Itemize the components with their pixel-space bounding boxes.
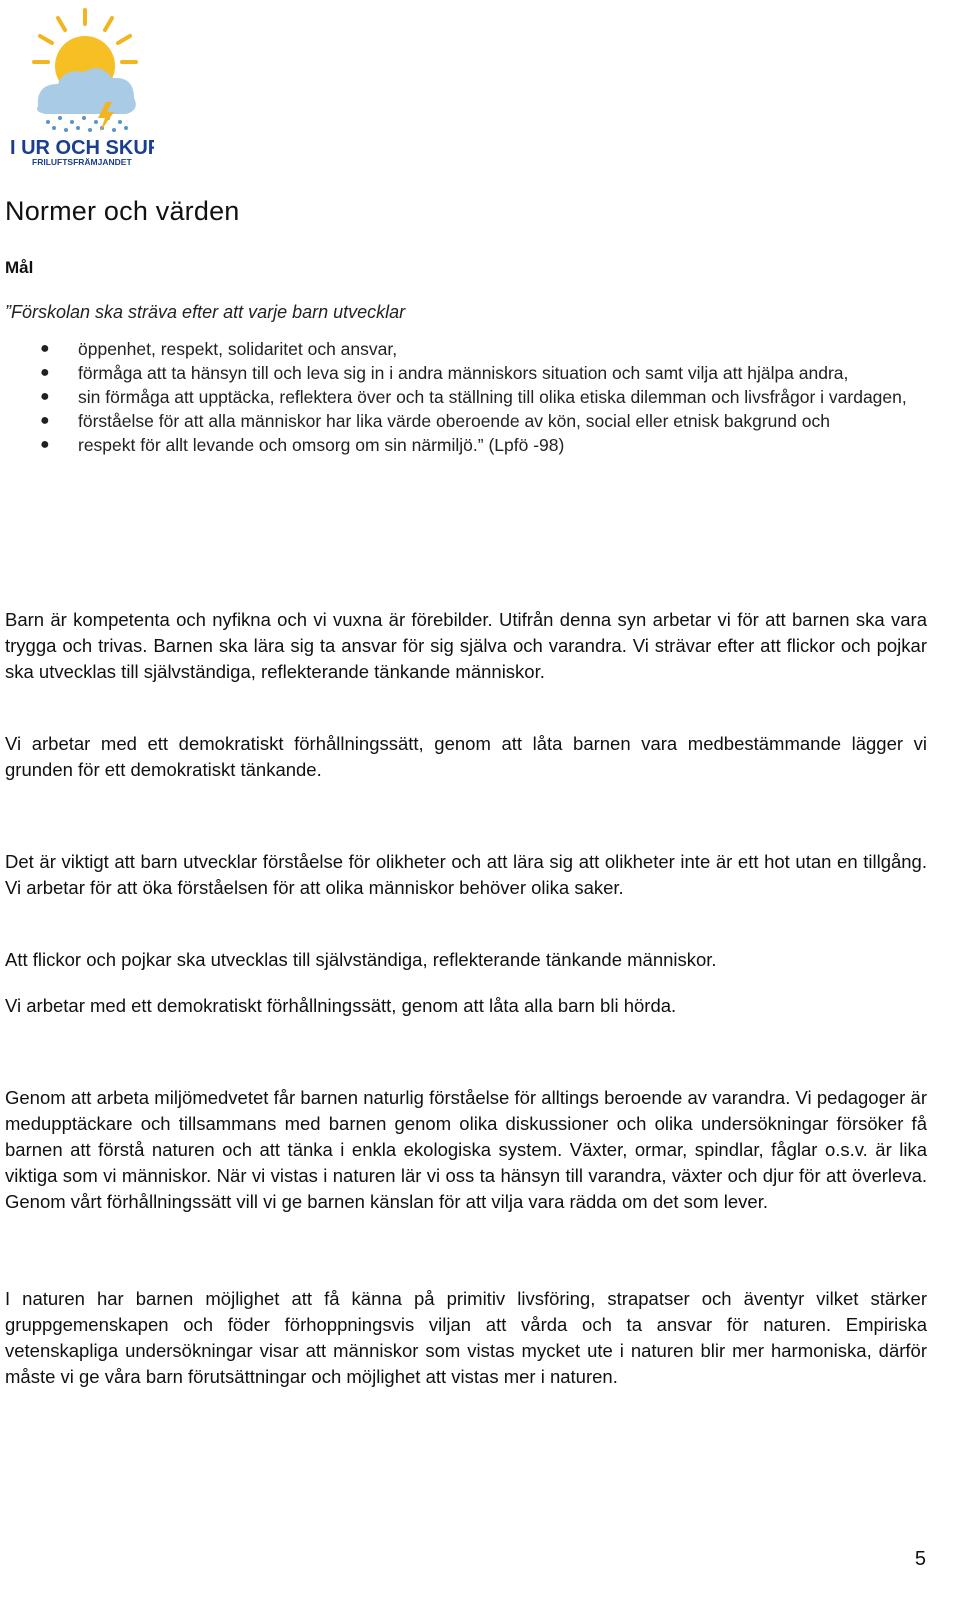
logo — [8, 6, 154, 168]
bullet-icon: ● — [40, 412, 50, 429]
page-number: 5 — [914, 1548, 926, 1570]
bullet-icon: ● — [40, 340, 50, 357]
paragraph: Det är viktigt att barn utvecklar förståelse för olikheter och att lära sig att olikheter inte är ett hot utan en tillgång. Vi arbetar för att öka förståelsen för att olika människor behöver olika saker. — [5, 851, 927, 898]
paragraph: Vi arbetar med ett demokratiskt förhållningssätt, genom att låta alla barn bli hörda. — [5, 995, 677, 1016]
sun-cloud-rain-icon — [8, 6, 154, 168]
paragraph: I naturen har barnen möjlighet att få känna på primitiv livsföring, strapatser och äventyr vilket stärker gruppgemenskapen och föder förhoppningsvis viljan att vårda och ta ansvar för naturen. Empiriska vetenskapliga undersökningar visar att människor som vistas mycket ute i naturen blir mer harmoniska, därför måste vi ge våra barn förutsättningar och möjlighet att vistas mer i naturen. — [5, 1288, 927, 1387]
section-subtitle: Mål — [5, 258, 34, 277]
svg-text:I UR OCH SKUR: I UR OCH SKUR — [10, 137, 154, 159]
paragraph: Att flickor och pojkar ska utvecklas till självständiga, reflekterande tänkande människor. — [5, 949, 717, 970]
bullet-icon: ● — [40, 388, 50, 405]
goals-list — [40, 337, 940, 457]
list-item: ● respekt för allt levande och omsorg om sin närmiljö.” (Lpfö -98) — [40, 435, 565, 455]
list-item: ● öppenhet, respekt, solidaritet och ansvar, — [40, 339, 398, 359]
bullet-icon: ● — [40, 436, 50, 453]
intro-quote: ”Förskolan ska sträva efter att varje barn utvecklar — [5, 302, 406, 322]
list-item: ● förståelse för att alla människor har lika värde oberoende av kön, social eller etnisk bakgrund och — [40, 411, 830, 431]
svg-text:FRILUFTSFRÄMJANDET: FRILUFTSFRÄMJANDET — [32, 157, 132, 167]
paragraph: Vi arbetar med ett demokratiskt förhållningssätt, genom att låta barnen vara medbestämmande lägger vi grunden för ett demokratiskt tänkande. — [5, 733, 927, 780]
paragraph: Barn är kompetenta och nyfikna och vi vuxna är förebilder. Utifrån denna syn arbetar vi för att barnen ska vara trygga och trivas. Barnen ska lära sig ta ansvar för sig själva och varandra. Vi strävar efter att flickor och pojkar ska utvecklas till självständiga, reflekterande tänkande människor. — [5, 609, 927, 682]
list-item: ● sin förmåga att upptäcka, reflektera över och ta ställning till olika etiska dilemman och livsfrågor i vardagen, — [40, 387, 907, 407]
list-item: ● förmåga att ta hänsyn till och leva sig in i andra människors situation och samt vilja att hjälpa andra, — [40, 363, 849, 383]
paragraph: Genom att arbeta miljömedvetet får barnen naturlig förståelse för alltings beroende av varandra. Vi pedagoger är medupptäckare och tillsammans med barnen genom olika diskussioner och olika undersökningar försöker få barnen att förstå naturen och att tänka i enkla ekologiska system. Växter, ormar, spindlar, fåglar o.s.v. är lika viktiga som vi människor. När vi vistas i naturen lär vi oss ta hänsyn till varandra, växter och djur för att överleva. Genom vårt förhållningssätt vill vi ge barnen känslan för att vilja vara rädda om det som lever. — [5, 1087, 927, 1212]
page-title: Normer och värden — [5, 196, 240, 226]
bullet-icon: ● — [40, 364, 50, 381]
